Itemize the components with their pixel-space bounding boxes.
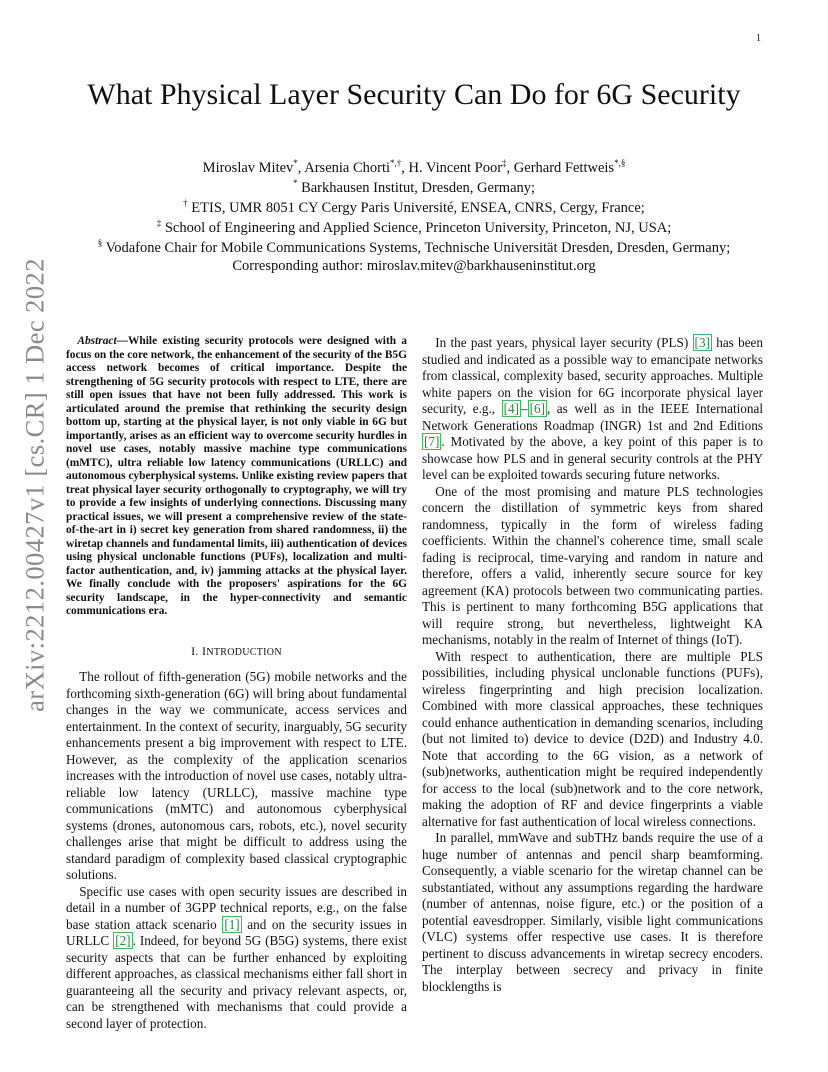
affiliation-mark: §	[620, 158, 626, 169]
affiliation-mark: †	[396, 158, 402, 169]
author-name: Arsenia Chorti	[304, 160, 391, 176]
paragraph: The rollout of fifth-generation (5G) mobile networks and the forthcoming sixth-generation (6G) will bring about fundamental changes in the way we communicate, access services and entertainment. In the context of security, inarguably, 5G security enhancements present a big improvement with respect to LTE. However, as the complexity of the application scenarios increases with the introduction of novel use cases, notably ultra-reliable low latency (URLLC), massive machine type communications (mMTC) and autonomous cyberphysical systems (drones, autonomous cars, robots, etc.), novel security challenges arise that might be difficult to address using the standard paradigm of complexity based classical cryptographic solutions.	[66, 669, 407, 882]
author-separator: ,	[297, 160, 305, 176]
arxiv-stamp: arXiv:2212.00427v1 [cs.CR] 1 Dec 2022	[19, 258, 50, 712]
author-separator: ,	[401, 160, 409, 176]
paragraph: In the past years, physical layer security (PLS) [3] has been studied and indicated as a possible way to emancipate networks from classical, complexity based, security approaches. Multiple white papers on the vision for 6G incorporate physical layer security, e.g., [4] – [6] , as well as in the IEEE International Network Generations Roadmap (INGR) 1st and 2nd Editions [7] . Motivated by the above, a key point of this paper is to showcase how PLS and in general security controls at the PHY level can be exploited towards securing future networks.	[422, 335, 763, 482]
citation-link[interactable]: [1]	[224, 916, 240, 932]
affiliation-mark: †	[183, 198, 188, 209]
affiliation-mark: *	[292, 178, 298, 189]
affiliation-line	[60, 198, 768, 218]
paragraph: With respect to authentication, there are multiple PLS possibilities, including physical unclonable functions (PUFs), wireless fingerprinting and high precision localization. Combined with more classical approaches, these techniques could enhance authentication in demanding scenarios, including (but not limited to) device to device (D2D) and Industry 4.0. Note that according to the 6G vision, as a network of (sub)networks, authentication might be required independently for access to the local (sub)network and to the core network, making the adoption of RF and device fingerprints a viable alternative for fast authentication of local wireless connections.	[422, 648, 763, 829]
affiliation-mark: *	[614, 158, 619, 169]
affiliation-mark: ‡	[502, 158, 507, 169]
paragraph: In parallel, mmWave and subTHz bands require the use of a huge number of antennas and pencil sharp beamforming. Consequently, a viable scenario for the wiretap channel can be substantiated, without any assumptions regarding the hardware (number of antennas, noise figure, etc.) or the position of a potential eavesdropper. Similarly, visible light communications (VLC) systems offer respective use cases. It is therefore pertinent to discuss advancements in wiretap secrecy encoders. The interplay between secrecy and privacy in finite blocklengths is	[422, 830, 763, 994]
citation-link[interactable]: [4]	[503, 401, 519, 416]
abstract-text: While existing security protocols were designed with a focus on the core network, the enhancement of the security of the B5G access network becomes of critical importance. Despite the strengthening of 5G security protocols with respect to LTE, there are still open issues that have not been fully addressed. This work is articulated around the premise that rethinking the security design bottom up, starting at the physical layer, is not only viable in 6G but importantly, arises as an efficient way to overcome security hurdles in novel use cases, notably massive machine type communications (mMTC), ultra reliable low latency communications (URLLC) and autonomous cyberphysical systems. Unlike existing review papers that treat physical layer security orthogonally to cryptography, we will try to provide a few insights of underlying connections. Discussing many practical issues, we will present a comprehensive review of the state-of-the-art in i) secret key generation from shared randomness, ii) the wiretap channels and fundamental limits, iii) authentication of devices using physical unclonable functions (PUFs), localization and multi-factor authentication, and, iv) jamming attacks at the physical layer. We finally conclude with the proposers' aspirations for the 6G security landscape, in the hyper-connectivity and semantic communications era.	[66, 335, 407, 617]
right-column	[422, 335, 763, 995]
author-separator: ,	[506, 160, 514, 176]
author-block	[60, 158, 768, 258]
affiliation-mark: §	[97, 238, 103, 249]
affiliation-line	[60, 238, 768, 258]
affiliation: Vodafone Chair for Mobile Communications Systems, Technische Universität Dresden, Dresden, Germany;	[105, 240, 731, 256]
citation-link[interactable]: [7]	[424, 434, 440, 449]
paragraph: One of the most promising and mature PLS technologies concern the distillation of symmetric keys from shared randomness, typically in the form of wireless fading coefficients. Within the channel's coherence time, small scale fading is reciprocal, time-varying and random in nature and therefore, offers a valid, inherently secure source for key agreement (KA) protocols between two communicating parties. This is pertinent to many forthcoming B5G applications that will require strong, but nevertheless, lightweight KA mechanisms, notably in the realm of Internet of things (IoT).	[422, 483, 763, 647]
affiliation: Barkhausen Institut, Dresden, Germany;	[301, 180, 536, 196]
corresponding-author: Corresponding author: miroslav.mitev@barkhauseninstitut.org	[232, 258, 596, 274]
affiliation: ETIS, UMR 8051 CY Cergy Paris Université, ENSEA, CNRS, Cergy, France;	[191, 200, 645, 216]
affiliation-mark: *	[293, 158, 298, 169]
citation-link[interactable]: [6]	[529, 401, 545, 416]
affiliation-mark: *	[390, 158, 395, 169]
page-number: 1	[756, 33, 761, 44]
abstract-label: Abstract	[77, 335, 117, 347]
affiliation: School of Engineering and Applied Science, Princeton University, Princeton, NJ, USA;	[164, 220, 672, 236]
section-heading: I. INTRODUCTION	[191, 643, 282, 658]
paragraph: Specific use cases with open security issues are described in detail in a number of 3GPP technical reports, e.g., on the false base station attack scenario [1] and on the security issues in URLLC [2] . Indeed, for beyond 5G (B5G) systems, there exist security aspects that can be further enhanced by exploiting different approaches, as classical mechanisms either fall short in guaranteeing all the security and privacy relevant aspects, or, can be strengthened with mechanisms that could provide a second layer of protection.	[66, 883, 407, 1031]
affiliation-line	[60, 178, 768, 198]
affiliation-mark: ‡	[156, 218, 162, 229]
abstract: Abstract—While existing security protocols were designed with a focus on the core network, the enhancement of the security of the B5G access network becomes of critical importance. Despite the strengthening of 5G security protocols with respect to LTE, there are still open issues that have not been fully addressed. This work is articulated around the premise that rethinking the security design bottom up, starting at the physical layer, is not only viable in 6G but importantly, arises as an efficient way to overcome security hurdles in novel use cases, notably massive machine type communications (mMTC), ultra reliable low latency communications (URLLC) and autonomous cyberphysical systems. Unlike existing review papers that treat physical layer security orthogonally to cryptography, we will try to provide a few insights of underlying connections. Discussing many practical issues, we will present a comprehensive review of the state-of-the-art in i) secret key generation from shared randomness, ii) the wiretap channels and fundamental limits, iii) authentication of devices using physical unclonable functions (PUFs), localization and multi-factor authentication, and, iv) jamming attacks at the physical layer. We finally conclude with the proposers' aspirations for the 6G security landscape, in the hyper-connectivity and semantic communications era.	[66, 335, 407, 617]
author-name: Miroslav Mitev	[202, 160, 294, 176]
citation-link[interactable]: [2]	[115, 933, 131, 948]
paper-title: What Physical Layer Security Can Do for 6G Security	[87, 78, 741, 111]
author-name: H. Vincent Poor	[408, 160, 503, 176]
author-line: Miroslav Mitev*, Arsenia Chorti*,†, H. Vincent Poor‡, Gerhard Fettweis*,§	[202, 158, 626, 176]
author-name: Gerhard Fettweis	[513, 160, 615, 176]
citation-link[interactable]: [3]	[694, 335, 710, 350]
affiliation-line	[60, 218, 768, 238]
left-column	[66, 335, 407, 1032]
